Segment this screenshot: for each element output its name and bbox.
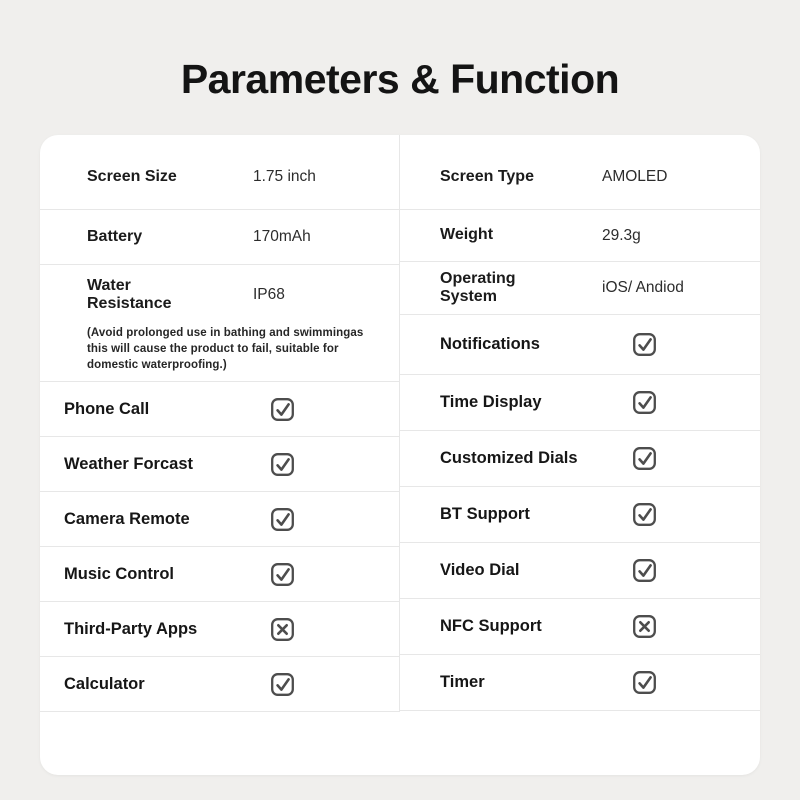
spec-row-screen-type [400,135,760,210]
feature-row-third-party-apps [40,602,399,657]
feature-label: Customized Dials [440,449,578,467]
spec-row-operating-system [400,262,760,315]
feature-label: Time Display [440,393,542,411]
check-in-box-icon [270,507,295,532]
feature-label: Camera Remote [64,509,190,528]
spec-label: Operating System [440,269,516,305]
spec-row-water-resistance [40,265,399,382]
feature-label: Notifications [440,335,540,353]
spec-value: 1.75 inch [253,168,316,185]
feature-label: NFC Support [440,617,542,635]
feature-label: Music Control [64,564,174,583]
feature-label: Calculator [64,674,145,693]
spec-label: Screen Size [87,167,177,185]
spec-row-weight [400,210,760,262]
feature-row-calculator [40,657,399,712]
water-resistance-note: (Avoid prolonged use in bathing and swimmingas this will cause the product to fail, suitable for domestic waterproofing.) [87,326,364,372]
feature-label: Third-Party Apps [64,619,198,638]
spec-columns [40,135,760,712]
spec-label: Weight [440,226,494,244]
feature-row-phone-call [40,382,399,437]
check-in-box-icon [632,670,657,695]
feature-label: Weather Forcast [64,454,193,473]
check-in-box-icon [270,672,295,697]
column-right [400,135,760,711]
spec-value: iOS/ Andiod [602,279,684,296]
spec-row-screen-size [40,135,399,210]
cross-in-box-icon [270,617,295,642]
cross-in-box-icon [632,614,657,639]
spec-label: Water Resistance [87,277,172,313]
feature-label: Timer [440,673,485,691]
spec-value: IP68 [253,286,285,304]
feature-row-notifications [400,315,760,375]
feature-label: Phone Call [64,399,150,418]
spec-row-battery [40,210,399,265]
spec-value: AMOLED [602,168,668,185]
spec-label: Screen Type [440,167,534,185]
feature-row-customized-dials [400,431,760,487]
page-title: Parameters & Function [180,56,620,102]
feature-row-video-dial [400,543,760,599]
feature-row-time-display [400,375,760,431]
feature-row-camera-remote [40,492,399,547]
check-in-box-icon [632,390,657,415]
feature-row-nfc-support [400,599,760,655]
feature-label: Video Dial [440,561,520,579]
check-in-box-icon [632,446,657,471]
check-in-box-icon [270,562,295,587]
check-in-box-icon [632,558,657,583]
feature-label: BT Support [440,505,530,523]
spec-label: Battery [87,227,143,245]
feature-row-music-control [40,547,399,602]
spec-value: 29.3g [602,226,641,244]
feature-row-weather-forcast [40,437,399,492]
check-in-box-icon [632,502,657,527]
column-left [40,135,400,712]
check-in-box-icon [270,397,295,422]
spec-card [40,135,760,775]
feature-row-timer [400,655,760,711]
check-in-box-icon [270,452,295,477]
feature-row-bt-support [400,487,760,543]
check-in-box-icon [632,332,657,357]
spec-value: 170mAh [253,228,311,245]
